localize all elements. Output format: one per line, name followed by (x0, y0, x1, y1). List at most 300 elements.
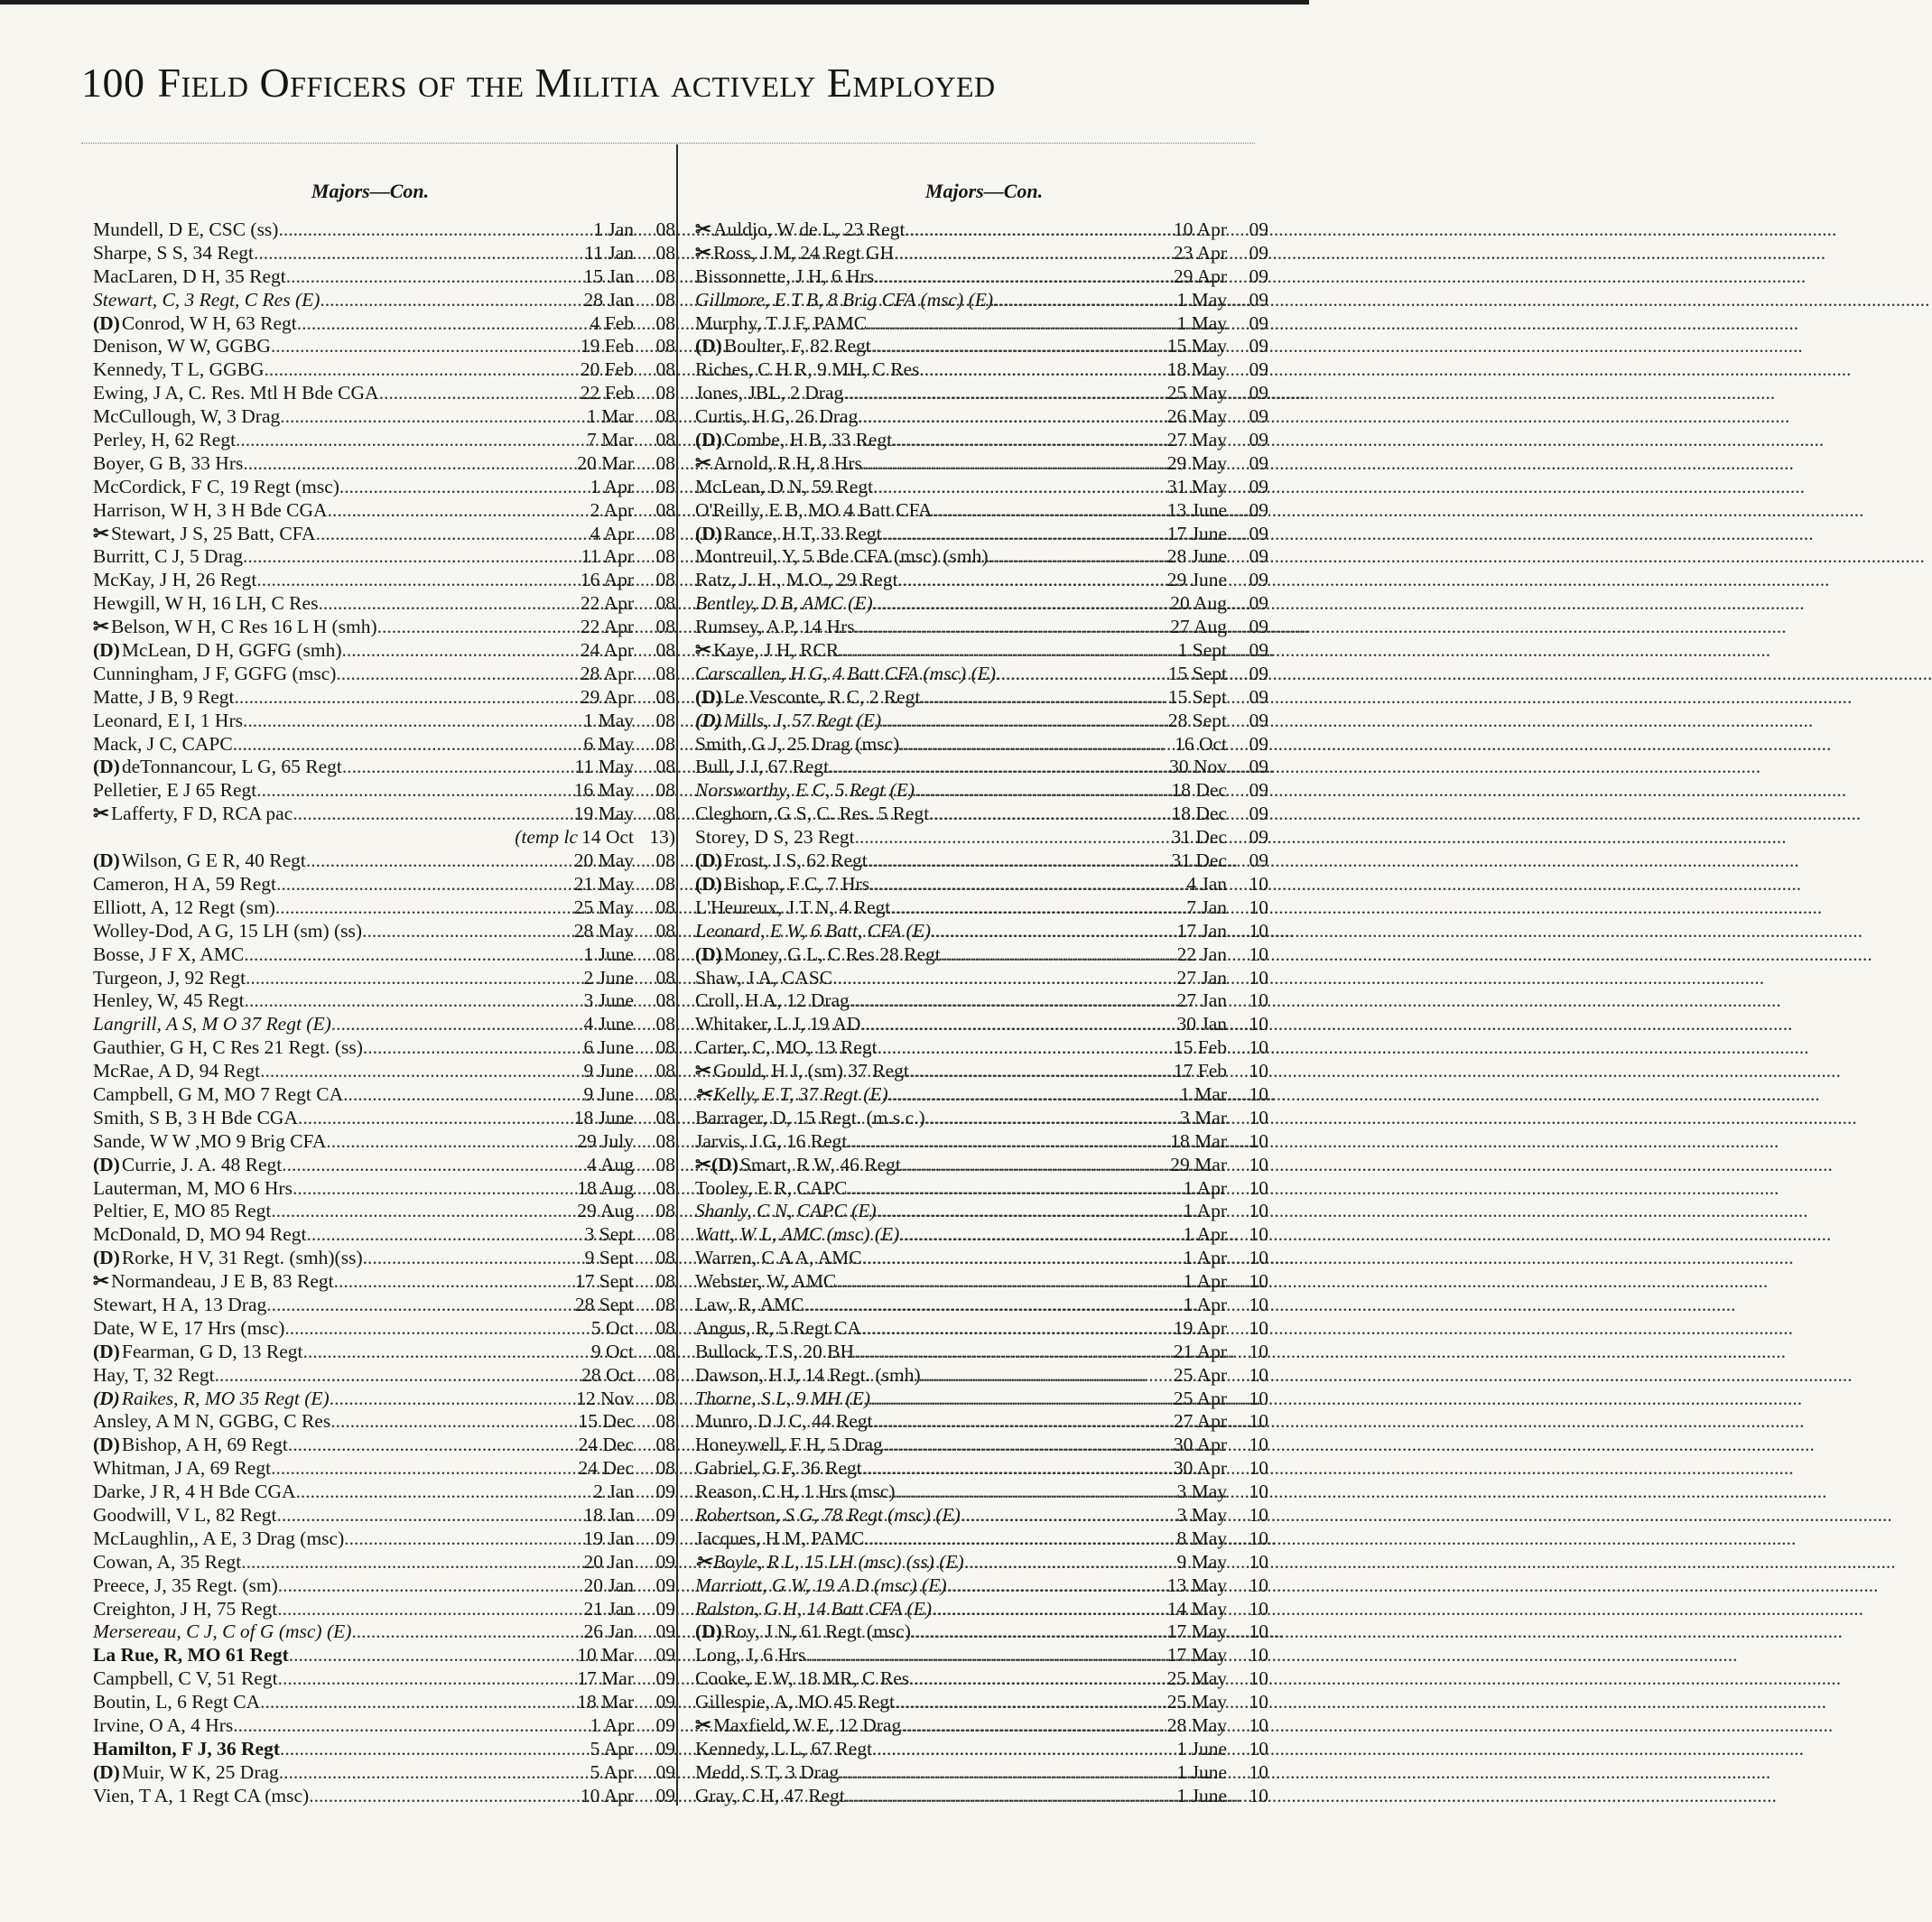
officer-prefix-mark: ✂ (695, 241, 712, 264)
appointment-year: 10 (1249, 1176, 1268, 1199)
officer-entry (695, 920, 1268, 943)
appointment-date: 10 Mar (577, 1644, 634, 1667)
officer-name-text: Muir, W K, 25 Drag (121, 1760, 279, 1783)
officer-entry (93, 1388, 675, 1411)
appointment-year: 09 (1249, 662, 1268, 684)
officer-entry (93, 779, 675, 803)
appointment-date: 19 Apr (1173, 1316, 1227, 1339)
appointment-date: 23 Apr (1173, 241, 1227, 264)
leader-dots (362, 920, 562, 943)
appointment-year: 10 (1249, 1434, 1268, 1456)
officer-name (695, 242, 894, 265)
leader-dots (871, 335, 1155, 358)
officer-prefix-mark: ✂ (695, 218, 712, 240)
top-rule (0, 0, 1309, 5)
appointment-year: 09 (1249, 850, 1268, 872)
officer-name-text: McCullough, W, 3 Drag (93, 405, 281, 428)
officer-name (695, 1644, 805, 1667)
officer-entry (93, 1598, 675, 1621)
appointment-year: 10 (1249, 1293, 1268, 1315)
appointment-date: 16 May (573, 779, 634, 802)
leader-dots (836, 1270, 1155, 1294)
appointment-date: 12 Nov (576, 1387, 634, 1409)
officer-name (93, 1154, 282, 1177)
officer-name-text: Carter, C, MO, 13 Regt (695, 1036, 878, 1059)
officer-name-text: McLean, D N, 59 Regt (695, 475, 874, 497)
officer-entry (695, 873, 1268, 896)
officer-name-text: Currie, J. A. 48 Regt (121, 1153, 283, 1175)
right-officer-list (695, 218, 1268, 1808)
officer-entry (93, 826, 675, 850)
appointment-year: 10 (1249, 896, 1268, 918)
officer-name (93, 405, 280, 429)
appointment-date: 28 Oct (581, 1363, 634, 1386)
appointment-date: 2 Apr (590, 498, 634, 521)
officer-name (93, 1107, 298, 1130)
appointment-year: 09 (655, 1620, 675, 1643)
officer-entry (93, 218, 675, 242)
officer-name-text: Bullock, T S, 20 BH (695, 1340, 855, 1362)
leader-dots (941, 943, 1155, 967)
appointment-date: 21 Jan (583, 1597, 634, 1620)
officer-name (695, 1200, 877, 1223)
officer-name-text: Sharpe, S S, 34 Regt (93, 241, 254, 264)
officer-name-text: L'Heureux, J T N, 4 Regt (695, 896, 891, 918)
appointment-date: 19 May (573, 803, 634, 825)
appointment-date: 3 Mar (1180, 1106, 1227, 1128)
officer-name-text: Dawson, H J, 14 Regt. (smh) (695, 1363, 921, 1386)
officer-prefix-mark: ✂(D) (695, 1153, 738, 1175)
appointment-date: 1 May (1176, 311, 1227, 334)
officer-name (695, 1317, 861, 1341)
officer-name-text: Law, R, AMC (695, 1293, 804, 1315)
officer-name (93, 1504, 276, 1527)
officer-name (695, 1388, 870, 1411)
officer-name (695, 1364, 921, 1388)
officer-name-text: Boutin, L, 6 Regt CA (93, 1691, 261, 1713)
leader-dots (243, 452, 562, 476)
leader-dots (309, 1785, 562, 1808)
officer-entry (93, 803, 675, 826)
leader-dots (280, 1738, 562, 1761)
officer-entry (93, 733, 675, 757)
appointment-date: 5 Apr (590, 1760, 634, 1783)
leader-dots (862, 1457, 1155, 1481)
appointment-year: 10 (1249, 1363, 1268, 1386)
appointment-date: 7 Mar (587, 429, 634, 451)
officer-name-text: Denison, W W, GGBG (93, 335, 271, 357)
appointment-date: 18 Dec (1171, 803, 1227, 825)
appointment-date: 1 June (1176, 1737, 1227, 1760)
leader-dots (320, 289, 562, 312)
officer-name (93, 1785, 309, 1808)
appointment-year: 09 (1249, 639, 1268, 662)
appointment-date: 1 Apr (1183, 1200, 1227, 1222)
leader-dots (233, 1714, 562, 1738)
appointment-date: 1 Sept (1177, 639, 1227, 662)
officer-name-text: Ansley, A M N, GGBG, C Res (93, 1410, 331, 1433)
appointment-date: 31 Dec (1171, 850, 1227, 872)
appointment-year: 08 (655, 1434, 675, 1456)
officer-name-text: Gauthier, G H, C Res 21 Regt. (ss) (93, 1036, 363, 1059)
officer-entry (93, 1644, 675, 1667)
appointment-year: 10 (1249, 1223, 1268, 1246)
leader-dots (855, 616, 1155, 639)
appointment-year: 08 (655, 358, 675, 381)
officer-name-text: Gillespie, A, MO 45 Regt (695, 1691, 895, 1713)
leader-dots (909, 1060, 1155, 1083)
officer-entry (695, 1410, 1268, 1434)
officer-name-text: Campbell, G M, MO 7 Regt CA (93, 1082, 344, 1105)
leader-dots (254, 242, 562, 265)
appointment-year: 08 (655, 989, 675, 1012)
officer-name (695, 1667, 909, 1691)
leader-dots (282, 1154, 562, 1177)
officer-name-text: Peltier, E, MO 85 Regt (93, 1200, 272, 1222)
appointment-date: 1 Apr (1183, 1270, 1227, 1293)
officer-entry (93, 1364, 675, 1388)
officer-name-text: (temp lc (515, 826, 579, 849)
officer-entry (695, 710, 1268, 733)
leader-dots (328, 499, 562, 523)
officer-name-text: Whitman, J A, 69 Regt (93, 1457, 272, 1480)
officer-name-text: Montreuil, Y, 5 Bde CFA (msc) (smh). (695, 545, 993, 568)
leader-dots (883, 1434, 1155, 1457)
officer-name-text: Frost, J S, 62 Regt (723, 850, 868, 872)
appointment-year: 09 (1249, 616, 1268, 638)
officer-entry (695, 452, 1268, 476)
appointment-year: 08 (655, 405, 675, 428)
appointment-date: 28 Jan (583, 288, 634, 311)
officer-name-text: Bull, J J, 67 Regt (695, 756, 830, 778)
appointment-year: 08 (655, 382, 675, 404)
officer-prefix-mark: ✂ (695, 1714, 712, 1736)
appointment-date: 4 Jan (1186, 872, 1227, 895)
leader-dots (868, 850, 1155, 873)
officer-name-text: Normandeau, J E B, 83 Regt (111, 1270, 334, 1293)
officer-name (93, 1691, 260, 1714)
appointment-year: 10 (1249, 1620, 1268, 1643)
appointment-date: 4 Feb (590, 311, 634, 334)
officer-name-text: Cowan, A, 35 Regt (93, 1550, 242, 1573)
officer-name (93, 429, 236, 452)
officer-entry (93, 1574, 675, 1598)
officer-name (93, 850, 306, 873)
appointment-year: 08 (655, 850, 675, 872)
leader-dots (805, 1644, 1155, 1667)
leader-dots (318, 592, 562, 616)
appointment-date: 26 Jan (583, 1620, 634, 1643)
officer-name-text: Leonard, E I, 1 Hrs (93, 709, 243, 731)
appointment-date: 25 May (1166, 382, 1227, 404)
leader-dots (1000, 663, 1155, 686)
leader-dots (289, 1644, 562, 1667)
officer-name (93, 242, 254, 265)
officer-entry (93, 1527, 675, 1551)
officer-entry (695, 1388, 1268, 1411)
officer-entry (695, 1294, 1268, 1317)
appointment-date: 10 Apr (580, 1784, 634, 1806)
appointment-date: 1 June (1176, 1760, 1227, 1783)
officer-name-text: Leonard, E W, 6 Batt, CFA (E) (695, 919, 931, 942)
appointment-year: 08 (655, 1363, 675, 1386)
officer-name-text: Darke, J R, 4 H Bde CGA (93, 1481, 296, 1503)
appointment-date: 25 Apr (1173, 1363, 1227, 1386)
appointment-date: 16 Oct (1175, 732, 1227, 755)
leader-dots (316, 523, 562, 546)
appointment-year: 08 (655, 1457, 675, 1480)
officer-entry (93, 1083, 675, 1107)
officer-entry (93, 1317, 675, 1341)
officer-entry (695, 1036, 1268, 1060)
appointment-year: 09 (1249, 241, 1268, 264)
appointment-date: 6 June (583, 1036, 634, 1059)
officer-name-text: Jones, JBL, 2 Drag (695, 382, 844, 404)
officer-prefix-mark: ✂ (695, 1550, 712, 1573)
officer-name (695, 710, 881, 733)
officer-entry (93, 710, 675, 733)
appointment-year: 10 (1249, 942, 1268, 965)
officer-name (695, 1527, 864, 1551)
leader-dots (877, 1200, 1155, 1223)
officer-entry (695, 1247, 1268, 1270)
leader-dots (326, 1130, 562, 1154)
appointment-year: 10 (1249, 989, 1268, 1012)
officer-entry (695, 663, 1268, 686)
appointment-date: 1 June (1176, 1784, 1227, 1806)
appointment-date: 4 June (583, 1013, 634, 1035)
appointment-year: 08 (655, 966, 675, 989)
appointment-date: 25 Apr (1173, 1387, 1227, 1409)
officer-name-text: Long, J, 6 Hrs (695, 1644, 806, 1667)
officer-name (695, 265, 874, 289)
officer-name (695, 920, 931, 943)
officer-name (93, 663, 336, 686)
officer-name (695, 218, 905, 242)
appointment-year: 08 (655, 1013, 675, 1035)
officer-name-text: Money, G L, C Res 28 Regt (723, 942, 941, 965)
appointment-date: 2 Jan (593, 1481, 634, 1503)
leader-dots (961, 1504, 1155, 1527)
appointment-year: 09 (655, 1644, 675, 1667)
appointment-year: 09 (1249, 756, 1268, 778)
officer-entry (93, 1457, 675, 1481)
leader-dots (288, 1434, 562, 1457)
officer-name-text: Riches, C H R, 9 MH, C Res (695, 358, 920, 381)
appointment-year: 09 (1249, 732, 1268, 755)
appointment-date: 20 Mar (577, 451, 634, 474)
officer-name (93, 1527, 344, 1551)
officer-entry (93, 663, 675, 686)
officer-name-text: Smart, R W, 46 Regt (739, 1153, 901, 1175)
officer-name (93, 1761, 279, 1785)
officer-name-text: Gabriel, G F, 36 Regt (695, 1457, 862, 1480)
officer-entry (695, 1083, 1268, 1107)
appointment-date: 1 May (1176, 288, 1227, 311)
officer-entry (93, 476, 675, 499)
officer-name-text: Murphy, T J F, PAMC (695, 311, 868, 334)
appointment-year: 08 (655, 429, 675, 451)
officer-name (695, 476, 873, 499)
officer-name-text: Bosse, J F X, AMC (93, 942, 245, 965)
officer-entry (93, 873, 675, 896)
officer-name (695, 686, 920, 710)
leader-dots (243, 545, 562, 569)
appointment-year: 08 (655, 1340, 675, 1362)
officer-entry (695, 1434, 1268, 1457)
appointment-year: 09 (1249, 335, 1268, 357)
leader-dots (278, 1667, 562, 1691)
appointment-date: 21 May (573, 872, 634, 895)
officer-name (93, 920, 362, 943)
leader-dots (363, 1247, 562, 1270)
officer-prefix-mark: ✂ (93, 803, 110, 825)
leader-dots (925, 1107, 1155, 1130)
officer-name-text: Munro, D J C, 44 Regt (695, 1410, 873, 1433)
appointment-date: 27 Jan (1176, 989, 1227, 1012)
officer-name-text: Date, W E, 17 Hrs (msc) (93, 1316, 285, 1339)
appointment-year: 10 (1249, 1644, 1268, 1667)
appointment-date: 20 Feb (580, 358, 634, 381)
leader-dots (277, 1598, 562, 1621)
appointment-date: 1 June (583, 942, 634, 965)
officer-prefix-mark: (D) (695, 850, 722, 872)
officer-name (695, 569, 898, 592)
leader-dots (330, 1410, 562, 1434)
officer-name-text: Cameron, H A, 59 Regt (93, 872, 277, 895)
appointment-date: 9 Sept (584, 1247, 634, 1269)
appointment-date: 17 Jan (1176, 919, 1227, 942)
officer-prefix-mark: (D) (695, 522, 722, 544)
officer-entry (93, 1667, 675, 1691)
officer-prefix-mark: ✂ (695, 1082, 712, 1105)
officer-entry (93, 523, 675, 546)
officer-entry (695, 592, 1268, 616)
officer-entry (695, 1223, 1268, 1247)
officer-name (695, 850, 868, 873)
appointment-year: 10 (1249, 1691, 1268, 1713)
officer-entry (695, 312, 1268, 336)
officer-name (93, 1036, 363, 1060)
officer-entry (93, 242, 675, 265)
officer-name-text: Smith, G J, 25 Drag (msc) (695, 732, 900, 755)
leader-dots (845, 1785, 1155, 1808)
officer-name (93, 1388, 330, 1411)
appointment-date: 9 May (1176, 1550, 1227, 1573)
appointment-date: 11 Jan (584, 241, 634, 264)
officer-name (93, 265, 286, 289)
officer-entry (695, 1620, 1268, 1644)
officer-name-text: Matte, J B, 9 Regt (93, 685, 235, 708)
leader-dots (260, 1691, 562, 1714)
page-header (81, 56, 1210, 110)
officer-name (93, 545, 243, 569)
leader-dots (803, 1294, 1155, 1317)
officer-name (93, 1247, 363, 1270)
officer-prefix-mark: (D) (93, 756, 120, 778)
appointment-date: 16 Apr (580, 569, 634, 591)
officer-entry (695, 1013, 1268, 1036)
officer-name-text: McLaughlin,, A E, 3 Drag (msc) (93, 1527, 345, 1549)
officer-name-text: McLean, D H, GGFG (smh) (121, 639, 342, 662)
leader-dots (894, 242, 1155, 265)
officer-name-text: Warren, C A A, AMC (695, 1247, 862, 1269)
officer-name-text: Robertson, S G, 78 Regt (msc) (E) (695, 1503, 961, 1526)
officer-entry (695, 1177, 1268, 1201)
leader-dots (858, 405, 1155, 429)
leader-dots (899, 1223, 1155, 1247)
left-officer-list (93, 218, 675, 1808)
officer-name (93, 616, 377, 639)
officer-entry (695, 1714, 1268, 1738)
leader-dots (998, 289, 1155, 312)
appointment-year: 09 (655, 1597, 675, 1620)
leader-dots (855, 826, 1155, 850)
officer-entry (93, 943, 675, 967)
officer-name (695, 1691, 895, 1714)
leader-dots (919, 358, 1155, 382)
officer-name-text: Raikes, R, MO 35 Regt (E) (121, 1387, 330, 1409)
officer-entry (93, 1738, 675, 1761)
officer-name (695, 1620, 911, 1644)
appointment-date: 2 June (583, 966, 634, 989)
appointment-date: 1 Apr (1183, 1223, 1227, 1246)
officer-entry (93, 616, 675, 639)
officer-name-text: Hewgill, W H, 16 LH, C Res (93, 592, 319, 615)
officer-name-text: McDonald, D, MO 94 Regt (93, 1223, 307, 1246)
appointment-year: 10 (1249, 1714, 1268, 1736)
appointment-date: 29 July (577, 1129, 634, 1152)
officer-name (695, 1551, 964, 1574)
officer-entry (695, 1667, 1268, 1691)
officer-name (93, 569, 256, 592)
officer-entry (93, 850, 675, 873)
appointment-year: 08 (655, 1176, 675, 1199)
leader-dots (379, 382, 562, 405)
appointment-date: 25 May (1166, 1667, 1227, 1690)
leader-dots (265, 358, 562, 382)
officer-name (695, 1598, 932, 1621)
officer-name-text: Shanly, C N, CAPC (E) (695, 1200, 877, 1222)
officer-entry (93, 335, 675, 358)
leader-dots (870, 1388, 1155, 1411)
officer-name-text: Perley, H, 62 Regt (93, 429, 237, 451)
officer-name-text: Belson, W H, C Res 16 L H (smh) (111, 616, 377, 638)
leader-dots (901, 1714, 1155, 1738)
officer-name (695, 989, 850, 1013)
officer-name-text: Mills, J, 57 Regt (E) (723, 709, 882, 731)
officer-entry (93, 1107, 675, 1130)
leader-dots (869, 873, 1155, 896)
officer-name-text: Arnold, R H, 8 Hrs (713, 451, 862, 474)
officer-name (93, 1130, 326, 1154)
appointment-year: 08 (655, 1293, 675, 1315)
appointment-date: 17 Feb (1173, 1060, 1227, 1082)
appointment-date: 17 May (1166, 1644, 1227, 1667)
officer-name-text: Maxfield, W E, 12 Drag (713, 1714, 902, 1736)
officer-entry (695, 1270, 1268, 1294)
appointment-year: 09 (1249, 592, 1268, 615)
officer-name-text: McRae, A D, 94 Regt (93, 1060, 261, 1082)
leader-dots (330, 1388, 562, 1411)
appointment-date: 24 Dec (578, 1434, 634, 1456)
appointment-date: 15 Sept (1167, 685, 1227, 708)
officer-name (93, 1481, 296, 1504)
leader-dots (271, 335, 562, 358)
leader-dots (888, 1083, 1155, 1107)
officer-name (93, 1667, 278, 1691)
leader-dots (850, 989, 1155, 1013)
